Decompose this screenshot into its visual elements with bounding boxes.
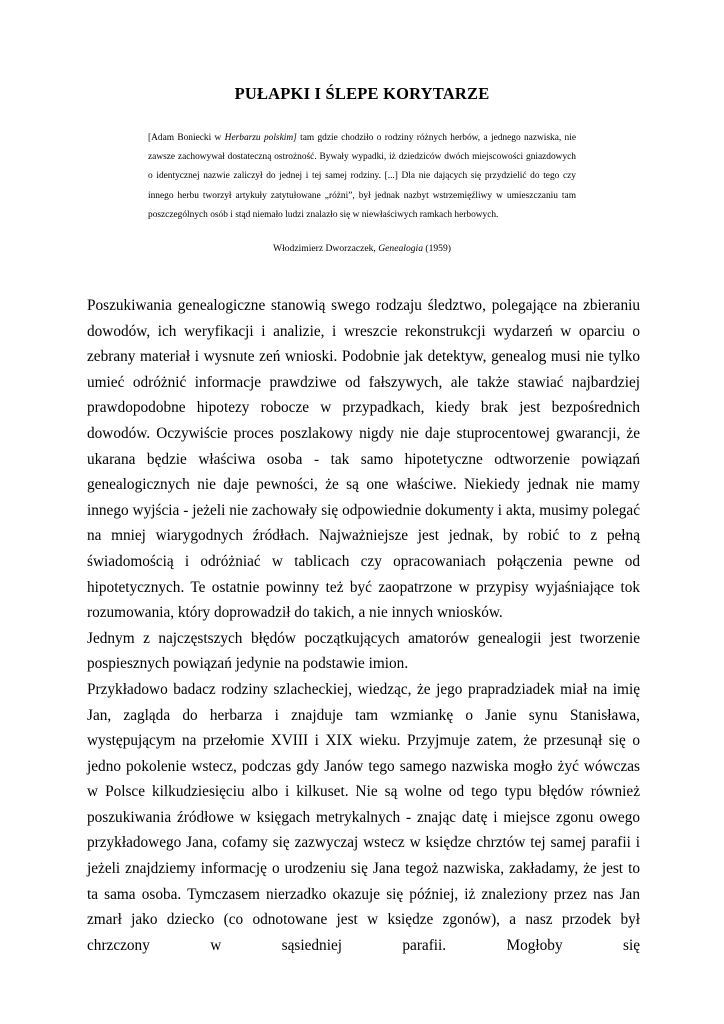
motto-paragraph <box>148 129 576 225</box>
body-paragraph-3: Przykładowo badacz rodziny szlacheckiej, wiedząc, że jego prapradziadek miał na imię Jan, zagląda do herbarza i znajduje tam wzmiankę o Janie synu Stanisława, występującym na przełomie XVIII i XIX wieku. Przyjmuje zatem, że przesunął się o jedno pokolenie wstecz, podczas gdy Janów tego samego nazwiska mogło żyć wówczas w Polsce kilkudziesięciu albo i kilkuset. Nie są wolne od tego typu błędów również poszukiwania źródłowe w księgach metrykalnych - znając datę i miejsce zgonu owego przykładowego Jana, cofamy się zazwyczaj wstecz w księdze chrztów tej samej parafii i jeżeli znajdziemy informację o urodzeniu się Jana tegoż nazwiska, zakładamy, że jest to ta sama osoba. Tymczasem nierzadko okazuje się później, iż znaleziony przez nas Jan zmarł jako dziecko (co odnotowane jest w księdze zgonów), a nasz przodek był chrzczony w sąsiedniej parafii. Mogłoby się <box>87 680 640 954</box>
document-title: PUŁAPKI I ŚLEPE KORYTARZE <box>234 84 490 103</box>
attribution-year: (1959) <box>423 243 451 254</box>
body-paragraph-2: Jednym z najczęstszych błędów początkujących amatorów genealogii jest tworzenie pospiesznych powiązań jedynie na podstawie imion. <box>87 629 640 673</box>
body-text <box>87 293 640 958</box>
motto-text: tam gdzie chodziło o rodziny różnych herbów, a jednego nazwiska, nie zawsze zachowywał dostateczną ostrożność. Bywały wypadki, iż dziedziców dwóch miejscowości gniazdowych o identycznej nazwie zaliczył do jednej i tej samej rodziny. [...] Dla nie dających się przydzielić do tego czy innego herbu tworzył artykuły zatytułowane „różni”, był jednak nazbyt wstrzemięźliwy w umieszczaniu tam poszczególnych osób i stąd niemało ludzi znalazło się w niewłaściwych ramkach herbowych. <box>148 133 576 220</box>
motto-source-title: Herbarzu polskim] <box>224 133 297 143</box>
body-paragraph-1: Poszukiwania genealogiczne stanowią swego rodzaju śledztwo, polegające na zbieraniu dowodów, ich weryfikacji i analizie, i wreszcie rekonstrukcji wydarzeń w oparciu o zebrany materiał i wysnute zeń wnioski. Podobnie jak detektyw, genealog musi nie tylko umieć odróżnić informacje prawdziwe od fałszywych, ale także stawiać najbardziej prawdopodobne hipotezy robocze w przypadkach, kiedy brak jest bezpośrednich dowodów. Oczywiście proces poszlakowy nigdy nie daje stuprocentowej gwarancji, że ukarana będzie właściwa osoba - tak samo hipotetyczne odtworzenie powiązań genealogicznych nie daje pewności, że są one właściwe. Niekiedy jednak nie mamy innego wyjścia - jeżeli nie zachowały się odpowiednie dokumenty i akta, musimy polegać na mniej wiarygodnych źródłach. Najważniejsze jest jednak, by robić to z pełną świadomością i odróżniać w tablicach czy opracowaniach połączenia pewne od hipotetycznych. Te ostatnie powinny też być zaopatrzone w przypisy wyjaśniające tok rozumowania, który doprowadził do takich, a nie innych wniosków. <box>87 297 640 622</box>
motto-attribution <box>0 243 724 254</box>
motto-quote <box>148 129 576 225</box>
attribution-author: Włodzimierz Dworzaczek, <box>273 243 379 254</box>
motto-open: [Adam Boniecki w <box>148 133 225 143</box>
attribution-work: Genealogia <box>378 243 423 254</box>
